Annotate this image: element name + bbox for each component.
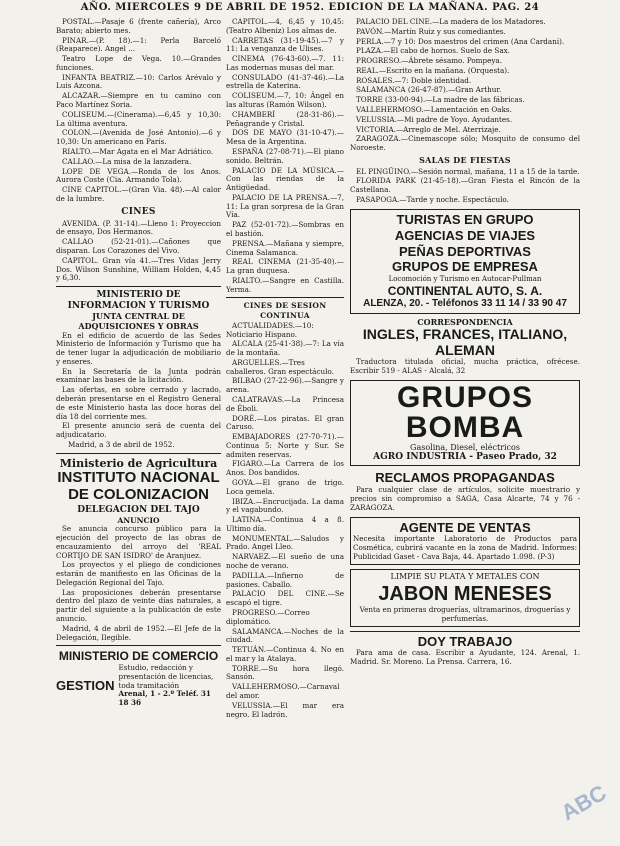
- gestion-label: GESTION: [56, 677, 115, 693]
- listing-item: FIGARO.—La Carrera de los Anos. Dos bandidos.: [226, 459, 344, 478]
- listing-item: COLISEUM.—(Cinerama).—6,45 y 10,30: La última aventura.: [56, 109, 221, 128]
- agente-ventas-text: Necesita importante Laboratorio de Productos para Cosmética, cubrirá vacante en la zona de Madrid. Informes: Publicidad Gaset - Cava Baja, 44. Apartado 1.098. (P-3): [353, 534, 577, 562]
- jabon-title: JABON MENESES: [378, 582, 552, 605]
- paragraph: Las ofertas, en sobre cerrado y lacrado, deberán presentarse en el Registro General de este Ministerio hasta las doce horas del día 18 del corriente mes.: [56, 385, 221, 421]
- doy-trabajo-title: DOY TRABAJO: [350, 631, 580, 650]
- ad1-line6: CONTINENTAL AUTO, S. A.: [387, 283, 543, 298]
- ad1-line5: Locomoción y Turismo en Autocar-Pullman: [388, 275, 542, 284]
- listing-item: IBIZA.—Encrucijada. La dama y el vagabundo.: [226, 496, 344, 515]
- listing-item: ALCAZAR.—Siempre en tu camino con Paco Martínez Soria.: [56, 91, 221, 110]
- ad1-line4: GRUPOS DE EMPRESA: [392, 259, 538, 275]
- listing-item: CALLAO (52-21-01).—Cañones que disparan. Los Corazones del Vivo.: [56, 237, 221, 255]
- agente-ventas-title: AGENTE DE VENTAS: [399, 519, 531, 535]
- theatre-listings: [56, 18, 221, 204]
- listing-item: VALLEHERMOSO.—Lamentación en Oaks.: [356, 105, 512, 115]
- listing-item: DORÉ.—Los piratas. El gran Caruso.: [226, 413, 344, 432]
- listing-item: GOYA.—El grano de trigo. Loca gemela.: [226, 478, 344, 496]
- listing-item: VELUSSIA.—Mi padre de Yoyo. Ayudantes.: [356, 114, 513, 124]
- listing-item: EMBAJADORES (27-70-71).—Continua 5: Norte y Sur. Se admiten reservas.: [226, 432, 344, 459]
- paragraph: El presente anuncio será de cuenta del adjudicatario.: [56, 421, 221, 440]
- ad1-line1: TURISTAS EN GRUPO: [396, 211, 534, 227]
- reclamos-ad-title: RECLAMOS PROPAGANDAS: [375, 470, 555, 486]
- sesion-continua-heading: CINES DE SESION CONTINUA: [243, 301, 327, 320]
- listing-item: VELUSSIA.—El mar era negro. El ladrón.: [226, 700, 344, 719]
- anuncio-heading: ANUNCIO: [117, 516, 160, 526]
- listing-item: PRENSA.—Mañana y siempre, Cinema Salamanca.: [226, 238, 344, 257]
- ad1-line2: AGENCIAS DE VIAJES: [394, 227, 536, 243]
- ad1-line7: ALENZA, 20. - Teléfonos 33 11 14 / 33 90 47: [363, 298, 567, 310]
- paragraph: En el edificio de acuerdo de las Sedes Ministerio de Información y Turismo que ha de tener lugar la adjudicación de mobiliario y enseres.: [56, 330, 221, 366]
- instituto-heading: INSTITUTO NACIONAL DE COLONIZACION: [57, 469, 220, 503]
- reclamos-ad-text: Para cualquier clase de artículos, solicite muestrario y precios sin compromiso a SAGA, Casa Alcarte, 74 y 76 - ZARAGOZA.: [350, 485, 580, 512]
- listing-item: SALAMANCA (26-47-87).—Gran Arthur.: [356, 85, 502, 95]
- listing-item: CHAMBERÍ (28-31-86).—Peñagrande y Cristal.: [226, 109, 344, 128]
- page-header: AÑO. MIERCOLES 9 DE ABRIL DE 1952. EDICION DE LA MAÑANA. PAG. 24: [80, 2, 540, 13]
- listing-item: COLON.—(Avenida de José Antonio).—6 y 10,30: Un americano en París.: [56, 128, 221, 147]
- cinema-listings-right: [350, 18, 580, 153]
- listing-item: LATINA.—Continua 4 a 8. Ultimo día.: [226, 515, 344, 533]
- listing-item: PADILLA.—Infierno de pasiones. Caballo.: [226, 570, 344, 589]
- listing-item: PLAZA.—El cabo de hornos. Suelo de Sax.: [356, 46, 510, 56]
- junta-heading: JUNTA CENTRAL DE ADQUISICIONES Y OBRAS: [78, 311, 199, 331]
- listing-item: ROSALES.—7: Doble identidad.: [356, 75, 472, 85]
- agente-ventas-ad: [350, 517, 580, 565]
- listing-item: CINE CAPITOL.—(Gran Via. 48).—Al calor de la lumbre.: [56, 185, 221, 203]
- delegacion-heading: DELEGACION DEL TAJO: [77, 505, 200, 516]
- listing-item: INFANTA BEATRIZ.—10: Carlos Arévalo y Luis Azcona.: [56, 72, 221, 91]
- listing-item: ACTUALIDADES.—10: Noticiario Hispano.: [226, 320, 314, 339]
- column-middle: [226, 18, 344, 720]
- listing-item: NARVAEZ.—El sueño de una noche de verano.: [226, 552, 344, 571]
- listing-item: CAPITOL. Gran vía 41.—Tres Vidas Jerry Dos. Wilson Sunshine, William Holden, 4,45 y 6,30.: [56, 255, 221, 283]
- column-right: [350, 18, 580, 668]
- grupos-bomba-ad: [350, 380, 580, 467]
- divider: [56, 645, 221, 646]
- listing-item: RIALTO.—Sangre en Castilla. Yerma.: [226, 275, 344, 294]
- cines-heading: CINES: [121, 206, 156, 217]
- paragraph: En la Secretaría de la Junta podrán examinar las bases de la licitación.: [56, 366, 221, 385]
- listing-item: CINEMA (76-43-60).—7. 11: Las modernas musas del mar.: [226, 54, 344, 72]
- jabon-line1: LIMPIE SU PLATA Y METALES CON: [390, 571, 540, 581]
- ad1-line3: PEÑAS DEPORTIVAS: [399, 243, 531, 259]
- listing-item: PASAPOGA.—Tarde y noche. Espectáculo.: [356, 195, 509, 205]
- listing-item: ESPAÑA (27-08-71).—El piano sonido. Beltrán.: [226, 146, 344, 165]
- listing-item: POSTAL.—Pasaje 6 (frente cañería), Arco Barato; abierto mes.: [56, 18, 221, 35]
- gestion-ad: [56, 664, 221, 708]
- listing-item: PAVÓN.—Martín Ruiz y sus comediantes.: [356, 26, 506, 36]
- listing-item: PROGRESO.—Correo diplomático.: [226, 607, 310, 626]
- divider: [56, 286, 221, 287]
- grupos-bomba-line1: Gasolina, Diesel, eléctricos: [410, 442, 520, 452]
- listing-item: BILBAO (27-22-96).—Sangre y arena.: [226, 376, 344, 395]
- jabon-meneses-ad: [350, 569, 580, 627]
- listing-item: ARGUELLES.—Tres caballeros. Gran espectáculo.: [226, 357, 334, 376]
- instituto-text: [56, 525, 221, 642]
- listing-item: TORRE (33-00-94).—La madre de las fábricas.: [356, 95, 525, 105]
- ministerio-comercio-heading: MINISTERIO DE COMERCIO: [58, 649, 219, 664]
- listing-item: PROGRESO.—Ábrete sésamo. Pompeya.: [356, 56, 502, 66]
- salas-fiestas-listings: [350, 168, 580, 205]
- listing-item: CARRETAS (31-19-45).—7 y 11: La venganza de Ulises.: [226, 35, 344, 54]
- listing-item: LOPE DE VEGA.—Ronda de los Anos. Aurora Coste (Cia. Armando Tola).: [56, 166, 221, 185]
- listing-item: COLISEUM.—7, 10: Ángel en las alturas (Ramón Wilson).: [226, 91, 344, 110]
- idiomas-ad-text: Traductora titulada oficial, mucha práctica, ofrécese. Escribir 519 - ALAS - Alcalá, 32: [350, 357, 580, 375]
- listing-item: EL PINGÜINO.—Sesión normal, mañana, 11 a 15 de la tarde.: [356, 166, 580, 176]
- listing-item: MONUMENTAL.—Saludos y Prado. Angel Lleo.: [226, 533, 344, 552]
- ministerio-informacion-heading: MINISTERIO DE INFORMACION Y TURISMO: [67, 290, 210, 312]
- listing-item: CAPITOL.—4, 6,45 y 10,45: (Teatro Albeniz) Los almas de.: [226, 18, 344, 35]
- listing-item: AVENIDA. (P. 31-14).—Lleno 1: Proyeccion de ensayo, Dos Hermanos.: [56, 218, 221, 237]
- junta-date: Madrid, a 3 de abril de 1952.: [68, 439, 175, 449]
- listing-item: ZARAGOZA.—Cinemascope sólo; Mosquito de consumo del Noroeste.: [350, 134, 580, 153]
- listing-item: CONSULADO (41-37-46).—La estrella de Katerina.: [226, 72, 344, 91]
- paragraph: Madrid, 4 de abril de 1952.—El Jefe de la Delegación, Ilegible.: [56, 623, 221, 642]
- continental-auto-ad: [350, 209, 580, 314]
- column-left: [56, 18, 221, 708]
- divider: [56, 453, 221, 454]
- junta-text: [56, 332, 221, 440]
- paragraph: Se anuncia concurso público para la ejecución del proyecto de las obras de encauzamiento del arroyo del 'REAL CORTIJO DE SAN ISIDRO' de Aranjuez.: [56, 524, 221, 560]
- listing-item: DOS DE MAYO (31-10-47).—Mesa de la Argentina.: [226, 128, 344, 147]
- comercio-line1: Estudio, redacción y presentación de licencias, toda tramitación: [118, 662, 214, 690]
- grupos-bomba-title: GRUPOS BOMBA: [396, 380, 534, 444]
- listing-item: TETUÁN.—Continua 4. No en el mar y la Atalaya.: [226, 645, 344, 663]
- doy-trabajo-text: Para ama de casa. Escribir a Ayudante, 124. Arenal, 1. Madrid. Sr. Moreno. La Prensa. Carrera, 16.: [350, 648, 580, 667]
- listing-item: Teatro Lope de Vega. 10.—Grandes funciones.: [56, 54, 221, 72]
- grupos-bomba-line2: AGRO INDUSTRIA - Paseo Prado, 32: [373, 452, 557, 463]
- paragraph: Las proposiciones deberán presentarse dentro del plazo de veinte días naturales, a partir del siguiente a la publicación de este anuncio.: [56, 587, 221, 623]
- listing-item: CALLAO.—La misa de la lanzadera.: [62, 156, 192, 166]
- cines-listings: [56, 220, 221, 283]
- archive-stamp: ABC: [556, 779, 611, 826]
- divider: [226, 297, 344, 298]
- listing-item: REAL.—Escrito en la mañana. (Orquesta).: [356, 65, 510, 75]
- salas-fiestas-heading: SALAS DE FIESTAS: [419, 154, 511, 165]
- listing-item: VALLEHERMOSO.—Carnaval del amor.: [226, 682, 340, 700]
- listing-item: CALATRAVAS.—La Princesa de Éboli.: [226, 394, 344, 413]
- listing-item: ALCALA (25-41-38).—7: La vía de la montaña.: [226, 339, 344, 358]
- listing-item: PAZ (52-01-72).—Sombras en el bastión.: [226, 220, 344, 238]
- paragraph: Los proyectos y el pliego de condiciones estarán de manifiesto en las Oficinas de la Delegación Regional del Tajo.: [56, 560, 221, 587]
- correspondencia-heading: CORRESPONDENCIA: [417, 316, 513, 327]
- listing-item: SALAMANCA.—Noches de la ciudad.: [226, 626, 344, 645]
- sesion-continua-listings: [226, 322, 344, 720]
- listing-item: PALACIO DE LA MÚSICA.—Con las riendas de la Antigüedad.: [226, 165, 344, 193]
- listing-item: PERLA.—7 y 10: Dos maestros del crimen (Ana Cardani).: [356, 36, 565, 46]
- listing-item: PALACIO DEL CINE.—Se escapó el tigre.: [226, 589, 344, 608]
- listing-item: PALACIO DEL CINE.—La madera de los Matadores.: [356, 18, 546, 26]
- listing-item: PINAR.—(P. 18).—1: Perla Barceló (Reaparece). Angel ...: [56, 35, 221, 54]
- cinema-listings: [226, 18, 344, 294]
- jabon-line2: Venta en primeras droguerías, ultramarinos, droguerías y perfumerías.: [359, 604, 571, 623]
- listing-item: TORRE.—Su hora llegó. Sansón.: [226, 663, 344, 682]
- listing-item: FLORIDA PARK (21-45-18).—Gran Fiesta el Rincón de la Castellana.: [350, 176, 580, 195]
- ministerio-agricultura-heading: Ministerio de Agricultura: [59, 456, 218, 470]
- listing-item: RIALTO.—Mar Agata en el Mar Adriático.: [62, 146, 214, 156]
- idiomas-ad-title: INGLES, FRANCES, ITALIANO, ALEMAN: [362, 326, 568, 358]
- listing-item: VICTORIA.—Arreglo de Mel. Aterrizaje.: [356, 124, 501, 134]
- listing-item: REAL CINEMA (21-35-40).—La gran duquesa.: [226, 257, 344, 276]
- listing-item: PALACIO DE LA PRENSA.—7, 11: La gran sorpresa de la Gran Vía.: [226, 192, 344, 220]
- comercio-line2: Arenal, 1 - 2.º Teléf. 31 18 36: [118, 689, 211, 708]
